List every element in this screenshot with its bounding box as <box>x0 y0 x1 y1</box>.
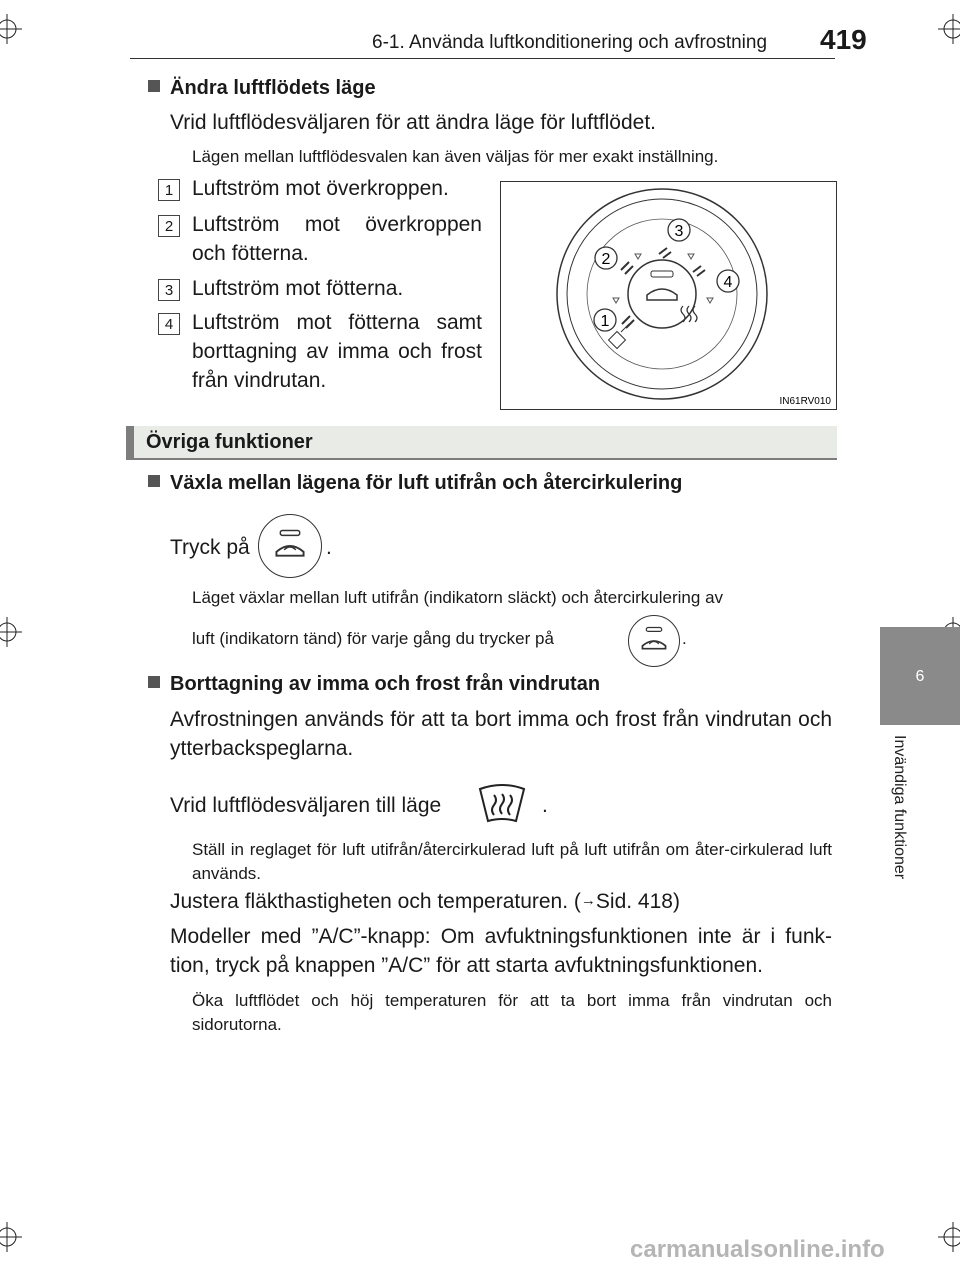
crop-mark-icon <box>0 1222 22 1252</box>
defrost-note1: Ställ in reglaget för luft utifrån/återcirkulerad luft på luft utifrån om åter-cirkulerad luft används. <box>192 840 832 883</box>
crop-mark-icon <box>938 14 960 44</box>
recirc-note-line2: luft (indikatorn tänd) för varje gång du trycker på <box>192 629 554 648</box>
recirc-note-line1: Läget växlar mellan luft utifrån (indikatorn släckt) och återcirkulering av <box>192 588 724 607</box>
item-number: 4 <box>158 313 180 335</box>
callout-1: 1 <box>600 313 610 330</box>
airflow-intro: Vrid luftflödesväljaren för att ändra läge för luftflödet. <box>170 111 656 134</box>
windshield-defrost-icon <box>476 781 528 827</box>
recirc-press-suffix: . <box>326 536 332 559</box>
recirc-press-prefix: Tryck på <box>170 536 250 559</box>
watermark: carmanualsonline.info <box>630 1236 885 1263</box>
bullet-square-icon <box>148 676 160 688</box>
recirculation-button-icon <box>258 514 322 578</box>
crop-mark-icon <box>0 617 22 647</box>
airflow-dial-icon <box>501 182 836 409</box>
page-reference-link[interactable]: Sid. 418) <box>595 890 680 913</box>
bullet-square-icon <box>148 80 160 92</box>
airflow-item-1: Luftström mot överkroppen. <box>192 177 449 200</box>
airflow-dial-figure <box>500 181 837 410</box>
airflow-item-3: Luftström mot fötterna. <box>192 277 404 300</box>
defrost-para3: Modeller med ”A/C”-knapp: Om avfuktningsfunktionen inte är i funk-tion, tryck på knappen ”A/C” för att starta avfuktningsfunktionen. <box>170 925 832 977</box>
crop-mark-icon <box>0 14 22 44</box>
airflow-item-4: Luftström mot fötterna samt borttagning av imma och frost från vindrutan. <box>192 311 482 392</box>
recirc-note-suffix: . <box>682 629 687 648</box>
arrow-right-icon: → <box>580 892 596 909</box>
recirc-heading: Växla mellan lägena för luft utifrån och återcirkulering <box>148 472 682 495</box>
defrost-para1: Avfrostningen används för att ta bort imma och frost från vindrutan och ytterbackspeglarna. <box>170 708 832 760</box>
section-title: 6-1. Använda luftkonditionering och avfrostning <box>372 32 768 53</box>
bullet-square-icon <box>148 475 160 487</box>
section-band: Övriga funktioner <box>126 426 837 460</box>
defrost-note2: Öka luftflödet och höj temperaturen för att ta bort imma från vindrutan och sidorutorna. <box>192 991 832 1034</box>
page-number: 419 <box>820 24 867 55</box>
recirculation-button-icon <box>628 615 680 667</box>
callout-4: 4 <box>723 274 733 291</box>
callout-3: 3 <box>674 223 684 240</box>
defrost-turn-suffix: . <box>542 794 548 817</box>
crop-mark-icon <box>938 1222 960 1252</box>
chapter-number: 6 <box>915 668 925 685</box>
chapter-label: Invändiga funktioner <box>891 735 908 880</box>
airflow-heading: Ändra luftflödets läge <box>148 77 376 100</box>
figure-code: IN61RV010 <box>779 396 831 407</box>
item-number: 2 <box>158 215 180 237</box>
defrost-heading: Borttagning av imma och frost från vindrutan <box>148 673 600 696</box>
airflow-note: Lägen mellan luftflödesvalen kan även väljas för mer exakt inställning. <box>192 147 719 166</box>
defrost-turn-prefix: Vrid luftflödesväljaren till läge <box>170 794 442 817</box>
item-number: 1 <box>158 179 180 201</box>
callout-2: 2 <box>601 251 611 268</box>
item-number: 3 <box>158 279 180 301</box>
header-divider <box>130 58 835 59</box>
airflow-item-2: Luftström mot överkroppen och fötterna. <box>192 213 482 265</box>
defrost-para2: Justera fläkthastigheten och temperaturen. (→Sid. 418) <box>170 890 680 913</box>
